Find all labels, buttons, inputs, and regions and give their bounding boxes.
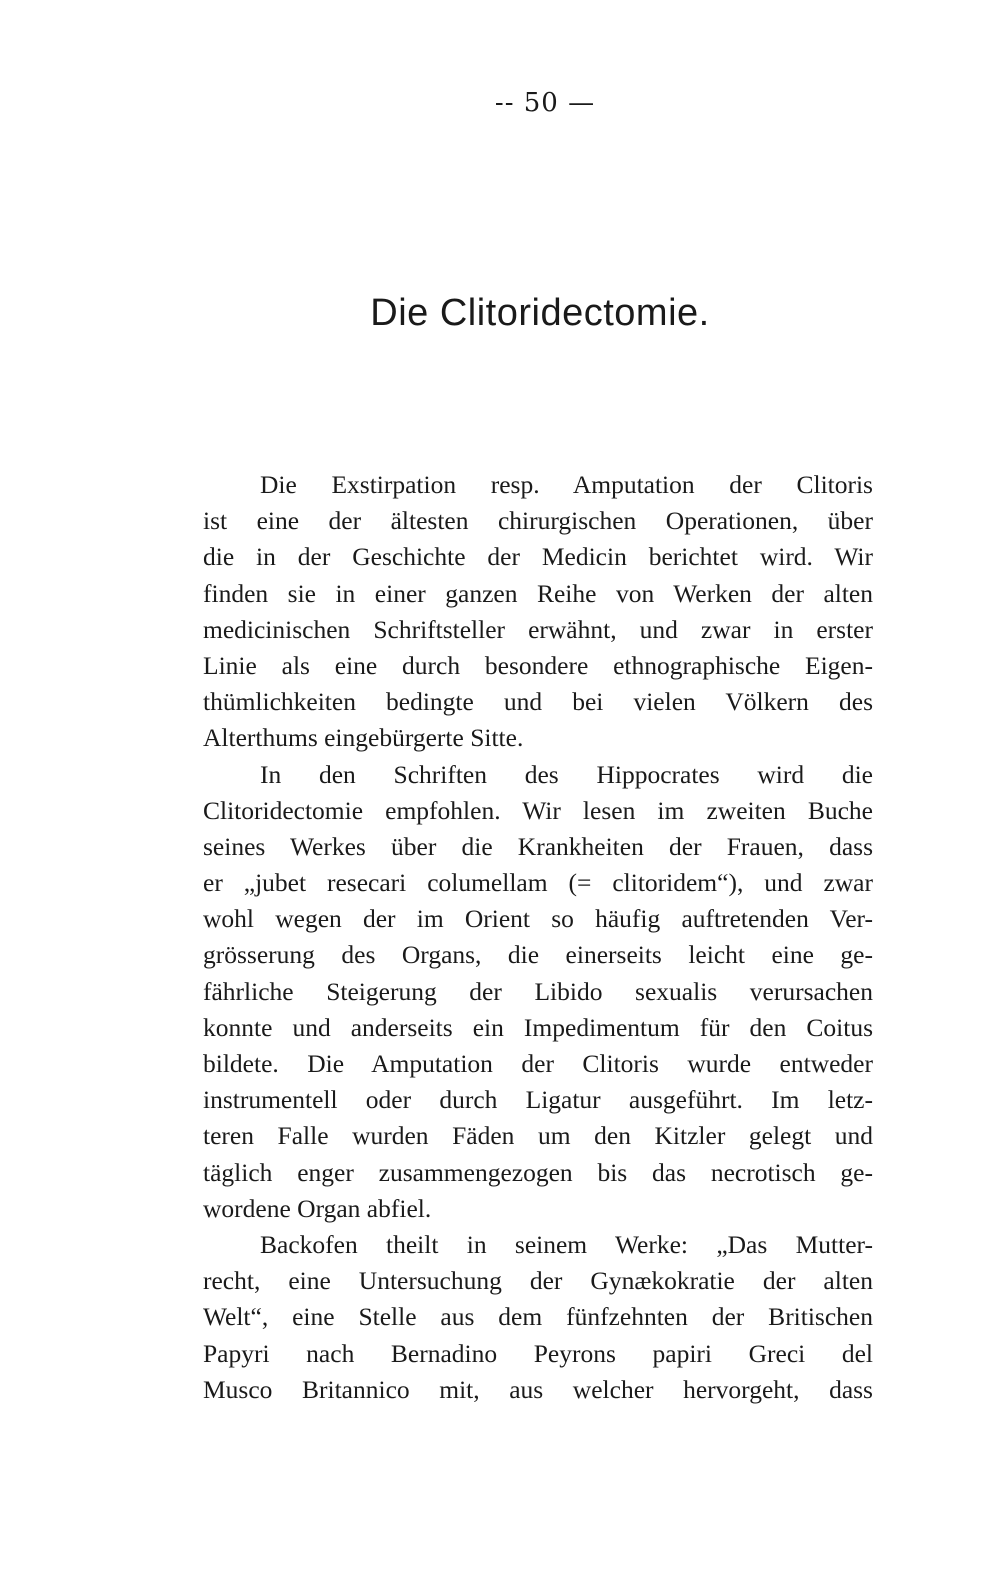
text-line: recht, eine Untersuchung der Gynækokratie der alten bbox=[203, 1266, 873, 1296]
text-line: er „jubet resecari columellam (= clitoridem“), und zwar bbox=[203, 868, 873, 898]
text-line: Clitoridectomie empfohlen. Wir lesen im zweiten Buche bbox=[203, 795, 873, 825]
text-line: medicinischen Schriftsteller erwähnt, und zwar in erster bbox=[203, 614, 873, 644]
text-line: finden sie in einer ganzen Reihe von Werken der alten bbox=[203, 578, 873, 608]
text-line: grösserung des Organs, die einerseits leicht eine ge- bbox=[203, 940, 873, 970]
text-line: Musco Britannico mit, aus welcher hervorgeht, dass bbox=[203, 1374, 873, 1404]
text-line: thümlichkeiten bedingte und bei vielen Völkern des bbox=[203, 687, 873, 717]
text-line: wohl wegen der im Orient so häufig auftretenden Ver- bbox=[203, 904, 873, 934]
text-line: täglich enger zusammengezogen bis das necrotisch ge- bbox=[203, 1157, 873, 1187]
text-line: Welt“, eine Stelle aus dem fünfzehnten der Britischen bbox=[203, 1302, 873, 1332]
body-text bbox=[203, 467, 873, 1408]
chapter-title: Die Clitoridectomie. bbox=[370, 292, 710, 334]
text-line: konnte und anderseits ein Impedimentum für den Coitus bbox=[203, 1012, 873, 1042]
text-line: ist eine der ältesten chirurgischen Operationen, über bbox=[203, 506, 873, 536]
text-line: wordene Organ abfiel. bbox=[203, 1193, 432, 1223]
page-number: -- 50 — bbox=[494, 88, 596, 118]
text-line: die in der Geschichte der Medicin berichtet wird. Wir bbox=[203, 542, 873, 572]
text-line: Die Exstirpation resp. Amputation der Clitoris bbox=[260, 470, 873, 499]
text-line: Papyri nach Bernadino Peyrons papiri Greci del bbox=[203, 1338, 873, 1368]
text-line: Alterthums eingebürgerte Sitte. bbox=[203, 723, 524, 753]
text-line: teren Falle wurden Fäden um den Kitzler gelegt und bbox=[203, 1121, 873, 1151]
text-line: bildete. Die Amputation der Clitoris wurde entweder bbox=[203, 1049, 873, 1078]
text-line: seines Werkes über die Krankheiten der Frauen, dass bbox=[203, 831, 873, 861]
text-line: Backofen theilt in seinem Werke: „Das Mutter- bbox=[260, 1229, 873, 1259]
text-line: instrumentell oder durch Ligatur ausgeführt. Im letz- bbox=[203, 1085, 873, 1115]
text-line: In den Schriften des Hippocrates wird die bbox=[260, 759, 873, 789]
text-line: fährliche Steigerung der Libido sexualis verursachen bbox=[203, 976, 873, 1006]
text-line: Linie als eine durch besondere ethnographische Eigen- bbox=[203, 650, 873, 680]
